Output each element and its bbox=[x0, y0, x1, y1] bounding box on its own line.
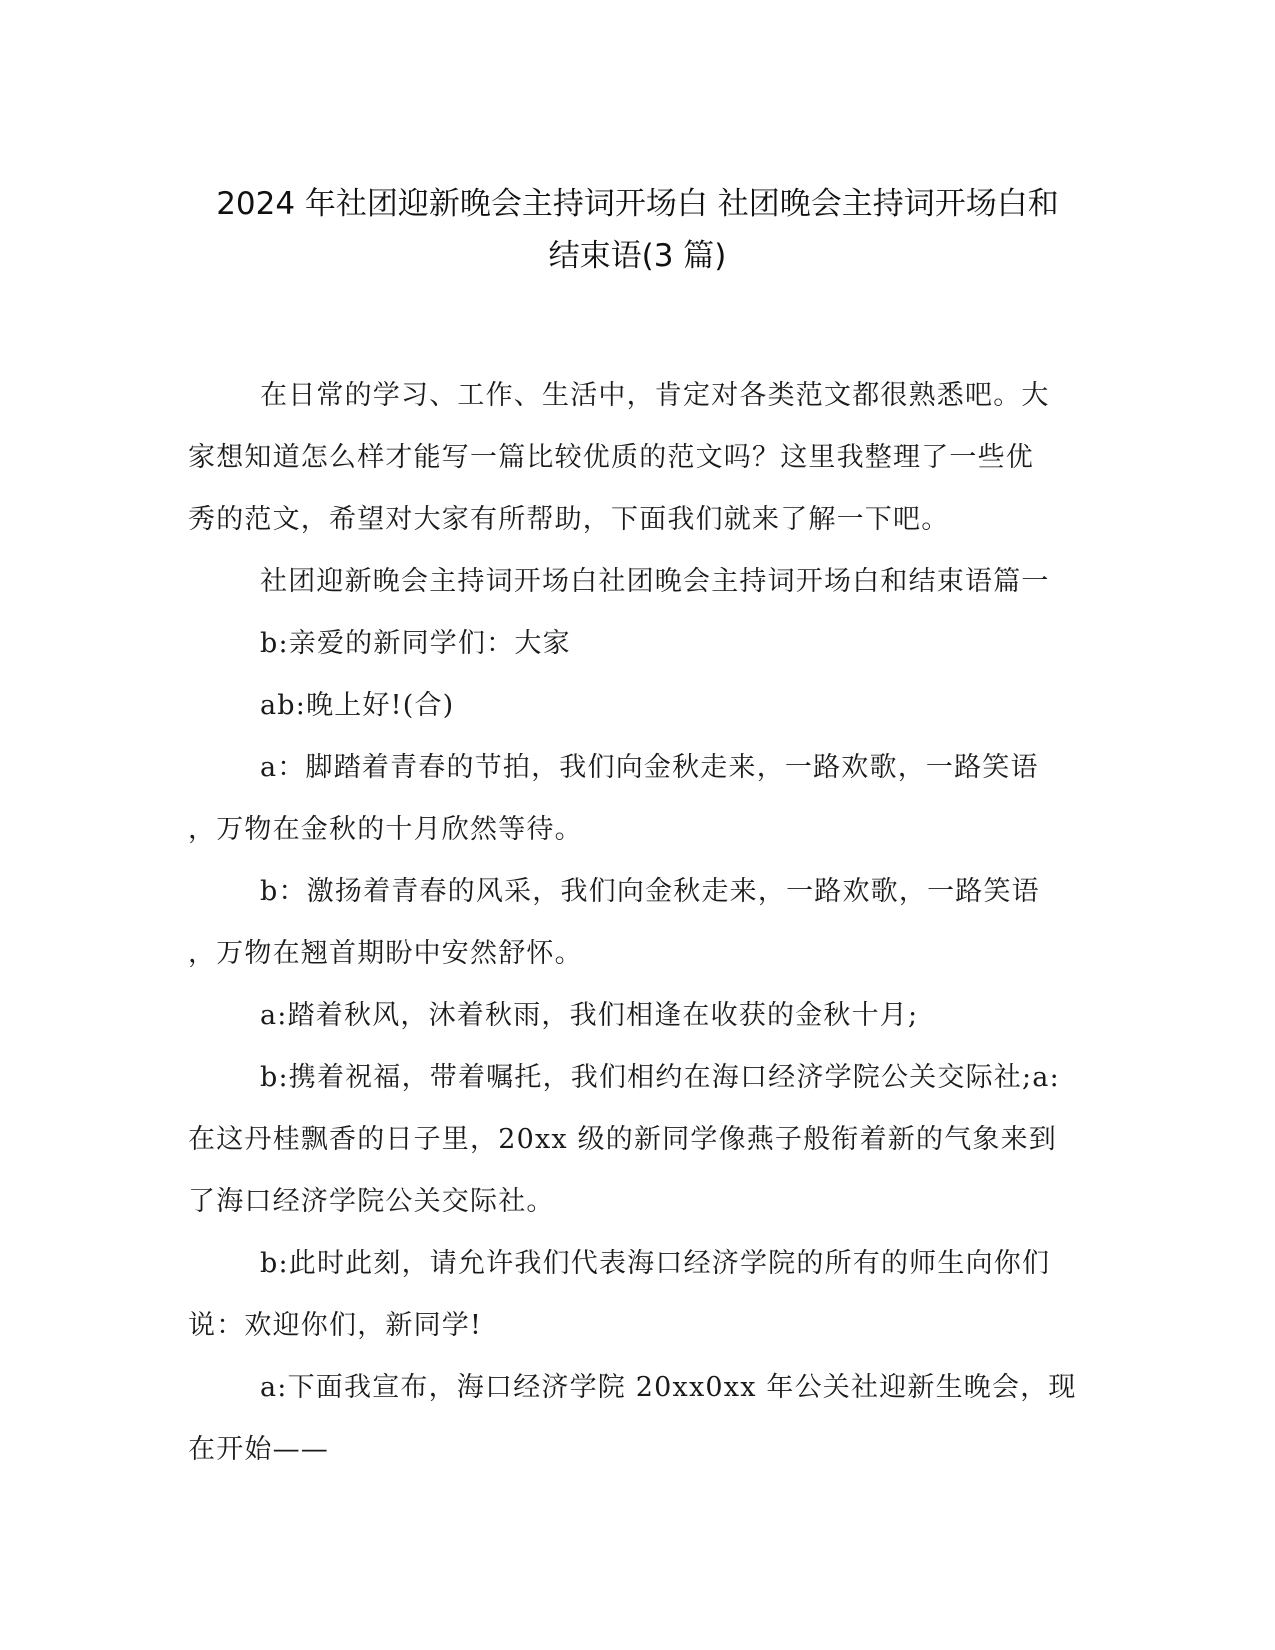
document-body bbox=[188, 365, 1088, 1481]
body-line: 秀的范文，希望对大家有所帮助，下面我们就来了解一下吧。 bbox=[188, 504, 950, 535]
body-line: 家想知道怎么样才能写一篇比较优质的范文吗？这里我整理了一些优 bbox=[188, 442, 1034, 473]
body-line: b:携着祝福，带着嘱托，我们相约在海口经济学院公关交际社;a: bbox=[260, 1062, 1060, 1093]
title-line-2: 结束语(3 篇) bbox=[548, 238, 727, 274]
section-heading: 社团迎新晚会主持词开场白社团晚会主持词开场白和结束语篇一 bbox=[260, 566, 1050, 597]
body-line: b:亲爱的新同学们：大家 bbox=[260, 628, 571, 659]
body-line: ，万物在翘首期盼中安然舒怀。 bbox=[188, 938, 583, 969]
body-line: a：脚踏着青春的节拍，我们向金秋走来，一路欢歌，一路笑语 bbox=[260, 752, 1039, 783]
title-line-1: 2024 年社团迎新晚会主持词开场白 社团晚会主持词开场白和 bbox=[216, 186, 1059, 222]
body-line: 在开始—— bbox=[188, 1434, 329, 1465]
body-line: ，万物在金秋的十月欣然等待。 bbox=[188, 814, 583, 845]
body-line: a:下面我宣布，海口经济学院 20xx0xx 年公关社迎新生晚会，现 bbox=[260, 1372, 1077, 1403]
body-line: 了海口经济学院公关交际社。 bbox=[188, 1186, 555, 1217]
body-line: 在这丹桂飘香的日子里，20xx 级的新同学像燕子般衔着新的气象来到 bbox=[188, 1124, 1057, 1155]
body-line: b:此时此刻，请允许我们代表海口经济学院的所有的师生向你们 bbox=[260, 1248, 1051, 1279]
body-line: ab:晚上好!(合) bbox=[260, 690, 455, 721]
document-title bbox=[180, 178, 1095, 282]
body-line: 在日常的学习、工作、生活中，肯定对各类范文都很熟悉吧。大 bbox=[260, 380, 1050, 411]
body-line: a:踏着秋风，沐着秋雨，我们相逢在收获的金秋十月; bbox=[260, 1000, 919, 1031]
body-line: 说：欢迎你们，新同学! bbox=[188, 1310, 483, 1341]
body-line: b：激扬着青春的风采，我们向金秋走来，一路欢歌，一路笑语 bbox=[260, 876, 1040, 907]
